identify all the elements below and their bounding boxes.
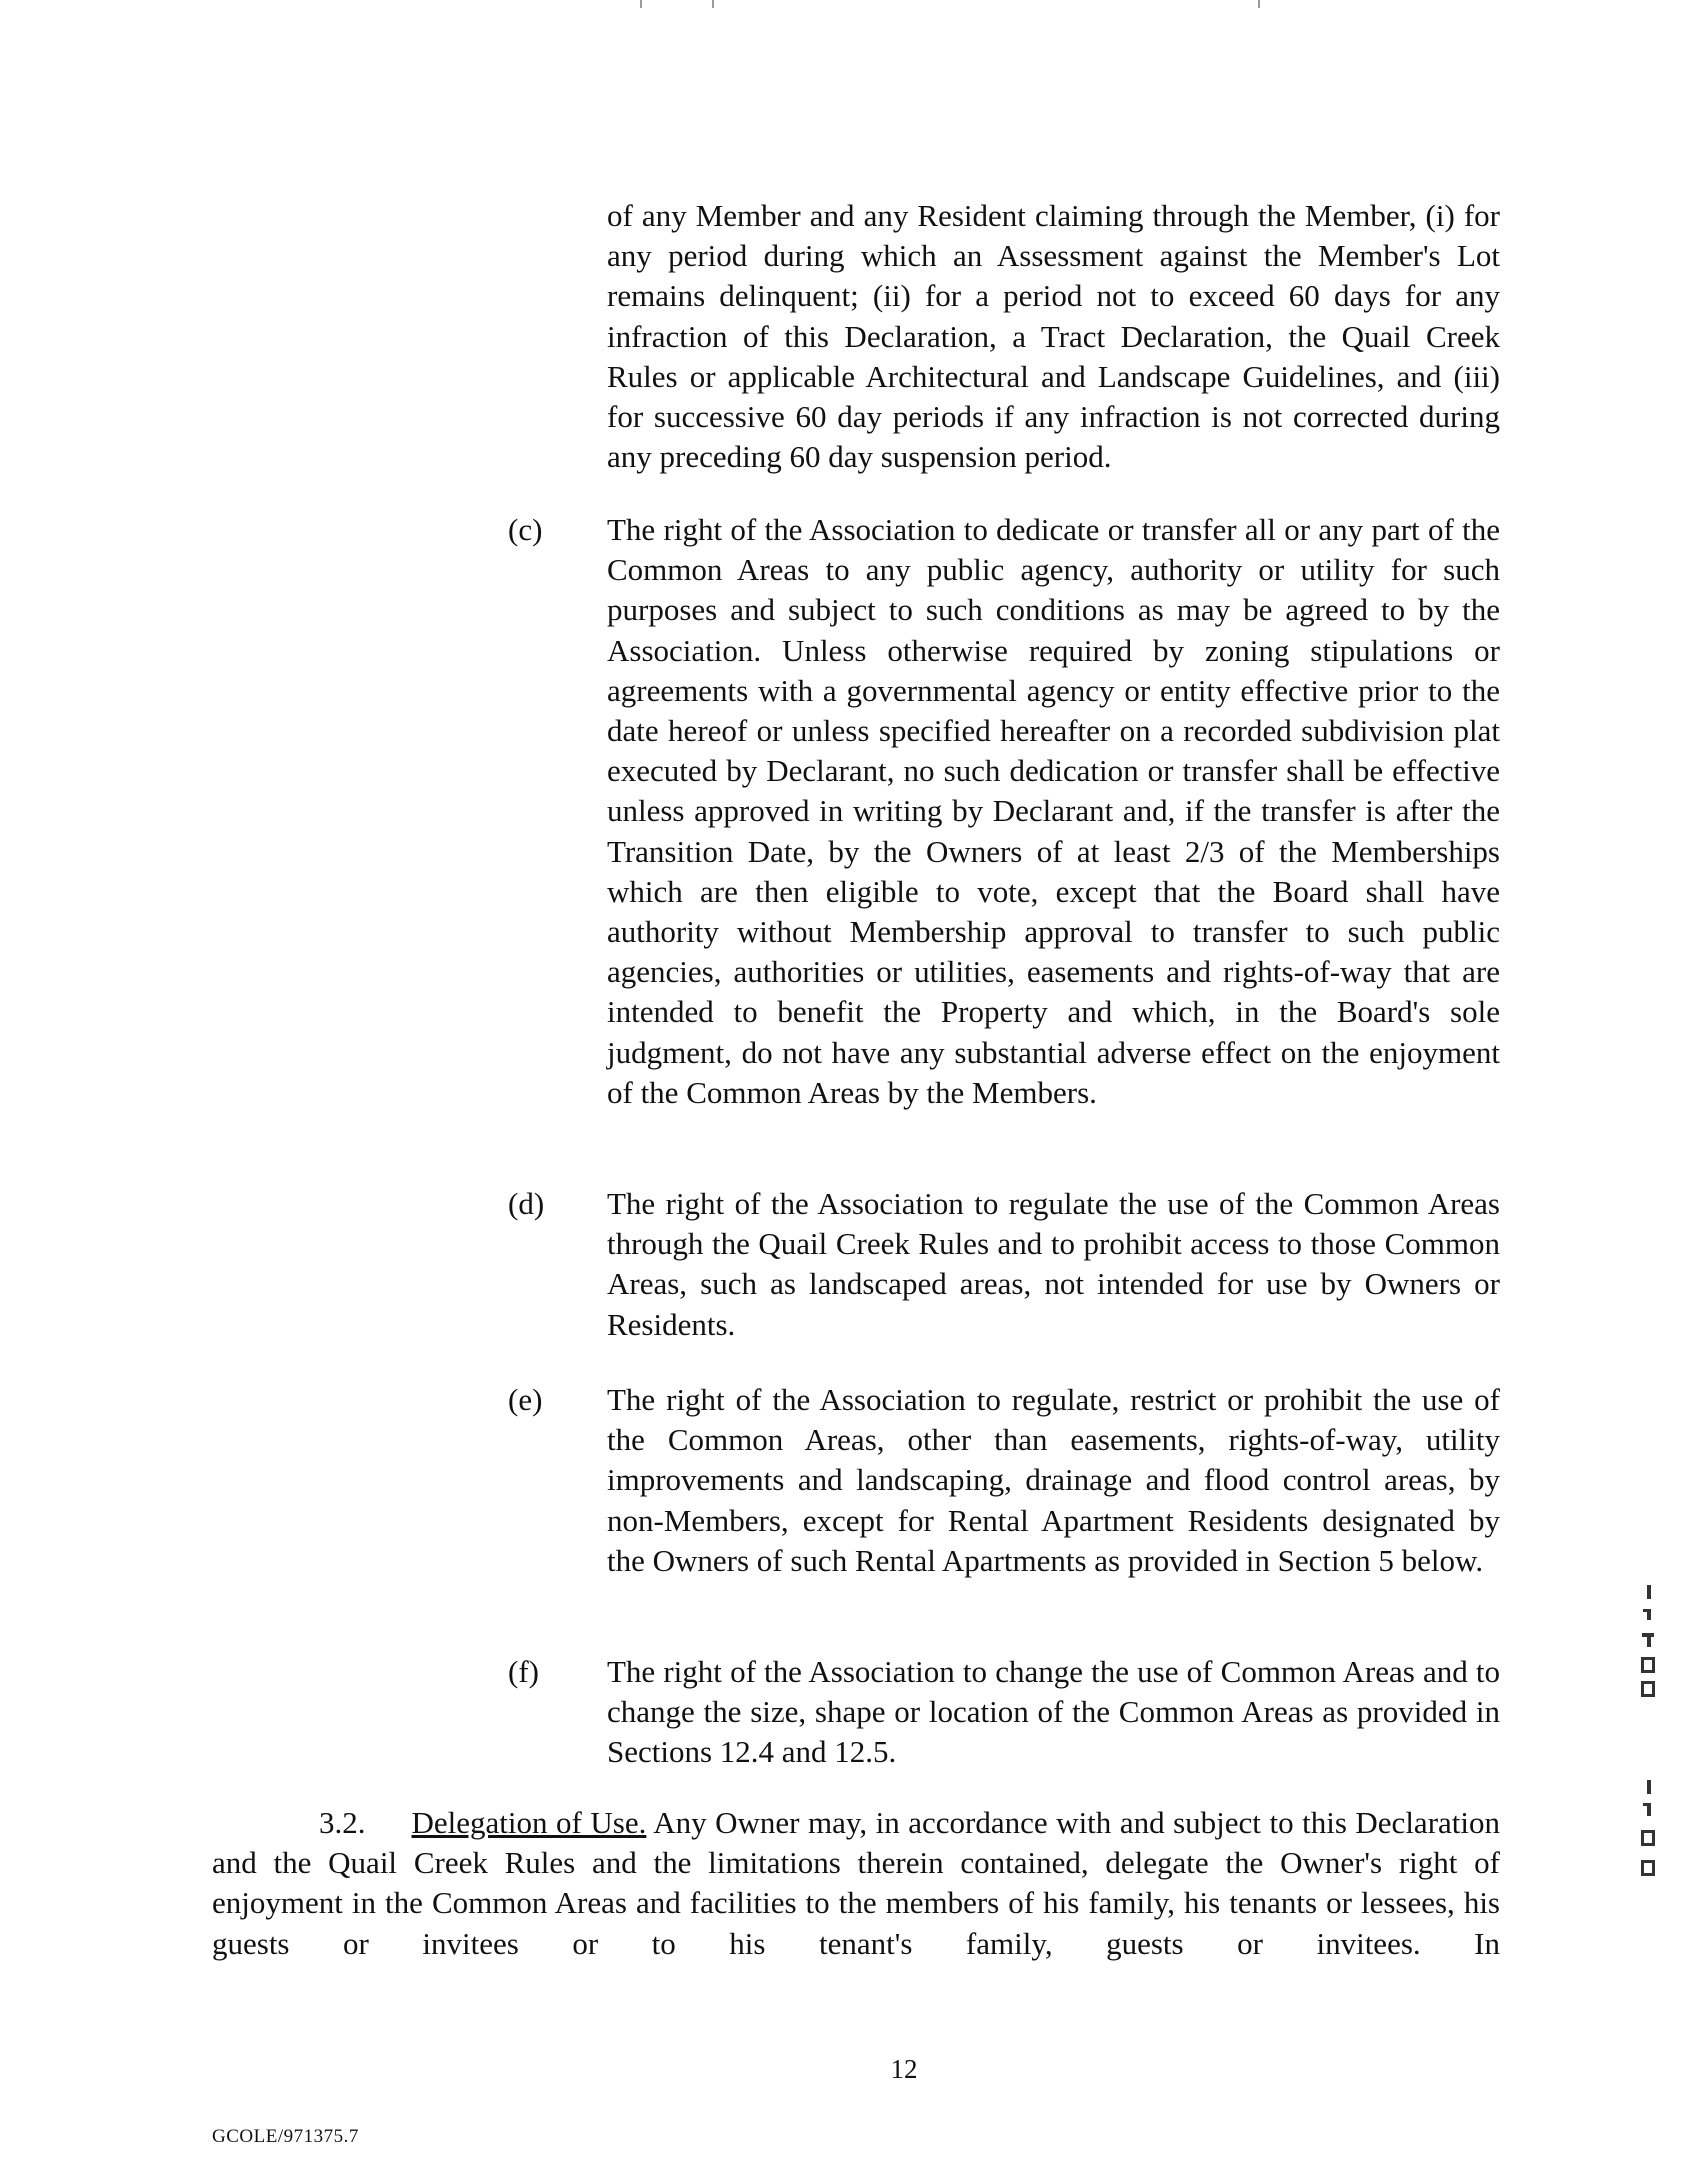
item-text-f: The right of the Association to change the use of Common Areas and to change the size, shape or location of the Common Areas as provided in Sections 12.4 and 12.5.	[607, 1654, 1500, 1770]
section-text: Any Owner may, in accordance with and subject to this Declaration and the Quail Creek Rules and the limitations therein contained, delegate the Owner's right of enjoyment in the Common Areas and facilities to the members of his family, his tenants or lessees, his guests or invitees or to his tenant's family, guests or invitees. In	[212, 1805, 1501, 1961]
bates-stamp-mark	[1636, 1585, 1666, 1925]
item-label-f: (f)	[508, 1654, 539, 1689]
scan-artifact	[712, 0, 714, 8]
item-text-e: The right of the Association to regulate, restrict or prohibit the use of the Common Areas, other than easements, rights-of-way, utility improvements and landscaping, drainage and flood control areas, by non-Members, except for Rental Apartment Residents designated by the Owners of such Rental Apartments as provided in Section 5 below.	[607, 1382, 1500, 1578]
section-number: 3.2.	[319, 1805, 366, 1840]
item-label-e: (e)	[508, 1382, 543, 1417]
item-label-c: (c)	[508, 512, 543, 547]
continuation-paragraph: of any Member and any Resident claiming through the Member, (i) for any period during which an Assessment against the Member's Lot remains delinquent; (ii) for a period not to exceed 60 days for any infraction of this Declaration, a Tract Declaration, the Quail Creek Rules or applicable Architectural and Landscape Guidelines, and (iii) for successive 60 day periods if any infraction is not corrected during any preceding 60 day suspension period.	[607, 198, 1500, 475]
scan-artifact	[640, 0, 642, 8]
section-title: Delegation of Use.	[411, 1805, 647, 1840]
item-text-d: The right of the Association to regulate the use of the Common Areas through the Quail Creek Rules and to prohibit access to those Common Areas, such as landscaped areas, not intended for use by Owners or Residents.	[607, 1186, 1500, 1342]
document-id: GCOLE/971375.7	[212, 2126, 359, 2147]
item-label-d: (d)	[508, 1186, 545, 1221]
section-3-2-paragraph	[212, 1803, 1500, 1964]
scan-artifact	[1258, 0, 1260, 8]
item-text-c: The right of the Association to dedicate or transfer all or any part of the Common Areas to any public agency, authority or utility for such purposes and subject to such conditions as may be agreed to by the Association. Unless otherwise required by zoning stipulations or agreements with a governmental agency or entity effective prior to the date hereof or unless specified hereafter on a recorded subdivision plat executed by Declarant, no such dedication or transfer shall be effective unless approved in writing by Declarant and, if the transfer is after the Transition Date, by the Owners of at least 2/3 of the Memberships which are then eligible to vote, except that the Board shall have authority without Membership approval to transfer to such public agencies, authorities or utilities, easements and rights-of-way that are intended to benefit the Property and which, in the Board's sole judgment, do not have any substantial adverse effect on the enjoyment of the Common Areas by the Members.	[607, 512, 1500, 1110]
page-number: 12	[890, 2054, 918, 2084]
